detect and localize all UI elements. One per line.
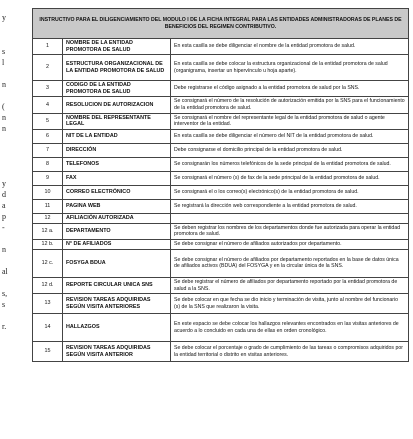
field-name: NIT DE LA ENTIDAD xyxy=(63,129,171,143)
margin-fragment: n xyxy=(2,80,6,89)
table-row xyxy=(33,143,409,157)
field-description: En este espacio se debe colocar los hallazgos relevantes encontrados en las visitas anteriores de acuerdo a lo concluido en cada una de ellas en orden cronológico. xyxy=(171,314,409,342)
field-name: CORREO ELECTRÓNICO xyxy=(63,185,171,199)
table-row xyxy=(33,97,409,113)
field-name: NOMBRE DEL REPRESENTANTE LEGAL xyxy=(63,113,171,129)
field-description: Se consignará el nombre del representante legal de la entidad promotora de salud o agente interventor de la entidad. xyxy=(171,113,409,129)
left-margin-text xyxy=(0,0,30,439)
field-description: Se debe consignar el número de afiliados por departamento reportados en la base de datos única de afiliados activos (BDUA) del FOSYGA y en la circular única de la SNS. xyxy=(171,249,409,277)
table-row xyxy=(33,171,409,185)
field-description: Se debe consignar el número de afiliados autorizados por departamento. xyxy=(171,239,409,249)
margin-fragment: l xyxy=(2,58,5,67)
field-description: En esta casilla se debe colocar la estructura organizacional de la entidad promotora de salud (organigrama, insertar un hipervínculo u hoja aparte). xyxy=(171,55,409,81)
field-description: Se consignará el número de la resolución de autorización emitida por la SNS para el funcionamiento de la entidad promotora de salud. xyxy=(171,97,409,113)
row-number: 14 xyxy=(33,314,63,342)
row-number: 11 xyxy=(33,199,63,213)
field-description: Debe registrarse el código asignado a la entidad promotora de salud por la SNS. xyxy=(171,81,409,97)
field-description: Se consignará el o los correo(s) electrónico(s) de la entidad promotora de salud. xyxy=(171,185,409,199)
table-row xyxy=(33,213,409,223)
row-number: 15 xyxy=(33,342,63,362)
table-row xyxy=(33,277,409,293)
table-row xyxy=(33,157,409,171)
row-number: 4 xyxy=(33,97,63,113)
table-title: INSTRUCTIVO PARA EL DILIGENCIAMIENTO DEL MODULO I DE LA FICHA INTEGRAL PARA LAS ENTIDADES ADMINISTRADORAS DE PLANES DE BENEFICIOS DEL REGIMEN CONTRIBUTIVO. xyxy=(33,9,409,39)
table-row xyxy=(33,39,409,55)
margin-fragment: al xyxy=(2,267,8,276)
field-name: FOSYGA BDUA xyxy=(63,249,171,277)
table-row xyxy=(33,314,409,342)
row-number: 1 xyxy=(33,39,63,55)
margin-fragment: n xyxy=(2,245,6,254)
table-row xyxy=(33,294,409,314)
field-name: HALLAZGOS xyxy=(63,314,171,342)
row-number: 5 xyxy=(33,113,63,129)
field-name: REPORTE CIRCULAR UNICA SNS xyxy=(63,277,171,293)
table-header-row xyxy=(33,9,409,39)
margin-fragment: y xyxy=(2,13,6,22)
field-description: Se consignarán los números telefónicos de la sede principal de la entidad promotora de salud. xyxy=(171,157,409,171)
field-name: PAGINA WEB xyxy=(63,199,171,213)
row-number: 12 xyxy=(33,213,63,223)
row-number: 12 c. xyxy=(33,249,63,277)
field-description: Se debe colocar el porcentaje o grado de cumplimiento de las tareas o compromisos adquiridos por la entidad territorial o distrito en visitas anteriores. xyxy=(171,342,409,362)
table-row xyxy=(33,55,409,81)
table-row xyxy=(33,129,409,143)
margin-fragment: s xyxy=(2,300,6,309)
table-body xyxy=(33,39,409,362)
table-row xyxy=(33,185,409,199)
margin-fragment: n xyxy=(2,113,6,122)
row-number: 13 xyxy=(33,294,63,314)
field-name: N° DE AFILIADOS xyxy=(63,239,171,249)
field-description: Se deben registrar los nombres de los departamentos donde fue autorizada para operar la entidad promotora de salud. xyxy=(171,223,409,239)
margin-fragment: a xyxy=(2,201,6,210)
field-name: DEPARTAMENTO xyxy=(63,223,171,239)
row-number: 9 xyxy=(33,171,63,185)
field-name: CODIGO DE LA ENTIDAD PROMOTORA DE SALUD xyxy=(63,81,171,97)
field-description xyxy=(171,213,409,223)
margin-fragment: y xyxy=(2,179,6,188)
margin-fragment: - xyxy=(2,223,5,232)
field-name: FAX xyxy=(63,171,171,185)
instructions-table xyxy=(32,8,409,362)
table-row xyxy=(33,249,409,277)
field-description: Se debe registrar el número de afiliados por departamento reportado por la entidad promotora de salud a la SNS. xyxy=(171,277,409,293)
margin-fragment: s xyxy=(2,47,6,56)
field-name: RESOLUCION DE AUTORIZACION xyxy=(63,97,171,113)
field-description: Se registrará la dirección web correspondiente a la entidad promotora de salud. xyxy=(171,199,409,213)
margin-fragment: ( xyxy=(2,102,5,111)
margin-fragment: p xyxy=(2,212,6,221)
margin-fragment: d xyxy=(2,190,6,199)
row-number: 2 xyxy=(33,55,63,81)
field-description: Se debe colocar en que fecha se dio inicio y terminación de visita, junto al nombre del funcionario (s) de la SNS que realizaron la visita. xyxy=(171,294,409,314)
margin-fragment: r. xyxy=(2,322,7,331)
row-number: 8 xyxy=(33,157,63,171)
margin-fragment: n xyxy=(2,124,6,133)
table-row xyxy=(33,81,409,97)
table-row xyxy=(33,342,409,362)
field-name: ESTRUCTURA ORGANIZACIONAL DE LA ENTIDAD PROMOTORA DE SALUD xyxy=(63,55,171,81)
row-number: 3 xyxy=(33,81,63,97)
margin-fragment: s, xyxy=(2,289,8,298)
table-row xyxy=(33,113,409,129)
row-number: 10 xyxy=(33,185,63,199)
table-row xyxy=(33,239,409,249)
row-number: 7 xyxy=(33,143,63,157)
row-number: 12 a. xyxy=(33,223,63,239)
field-name: NOMBRE DE LA ENTIDAD PROMOTORA DE SALUD xyxy=(63,39,171,55)
row-number: 12 d. xyxy=(33,277,63,293)
field-name: TELEFONOS xyxy=(63,157,171,171)
field-description: Se consignará el número (s) de fax de la sede principal de la entidad promotora de salud. xyxy=(171,171,409,185)
field-name: DIRECCIÓN xyxy=(63,143,171,157)
field-description: En esta casilla se debe diligenciar el nombre de la entidad promotora de salud. xyxy=(171,39,409,55)
field-name: REVISION TAREAS ADQUIRIDAS SEGÚN VISITA ANTERIORES xyxy=(63,294,171,314)
table-row xyxy=(33,223,409,239)
row-number: 6 xyxy=(33,129,63,143)
field-name: AFILIACIÓN AUTORIZADA xyxy=(63,213,171,223)
field-description: Debe consignarse el domicilio principal de la entidad promotora de salud. xyxy=(171,143,409,157)
field-name: REVISION TAREAS ADQUIRIDAS SEGÚN VISITA ANTERIOR xyxy=(63,342,171,362)
field-description: En esta casilla se debe diligenciar el número del NIT de la entidad promotora de salud. xyxy=(171,129,409,143)
row-number: 12 b. xyxy=(33,239,63,249)
table-row xyxy=(33,199,409,213)
